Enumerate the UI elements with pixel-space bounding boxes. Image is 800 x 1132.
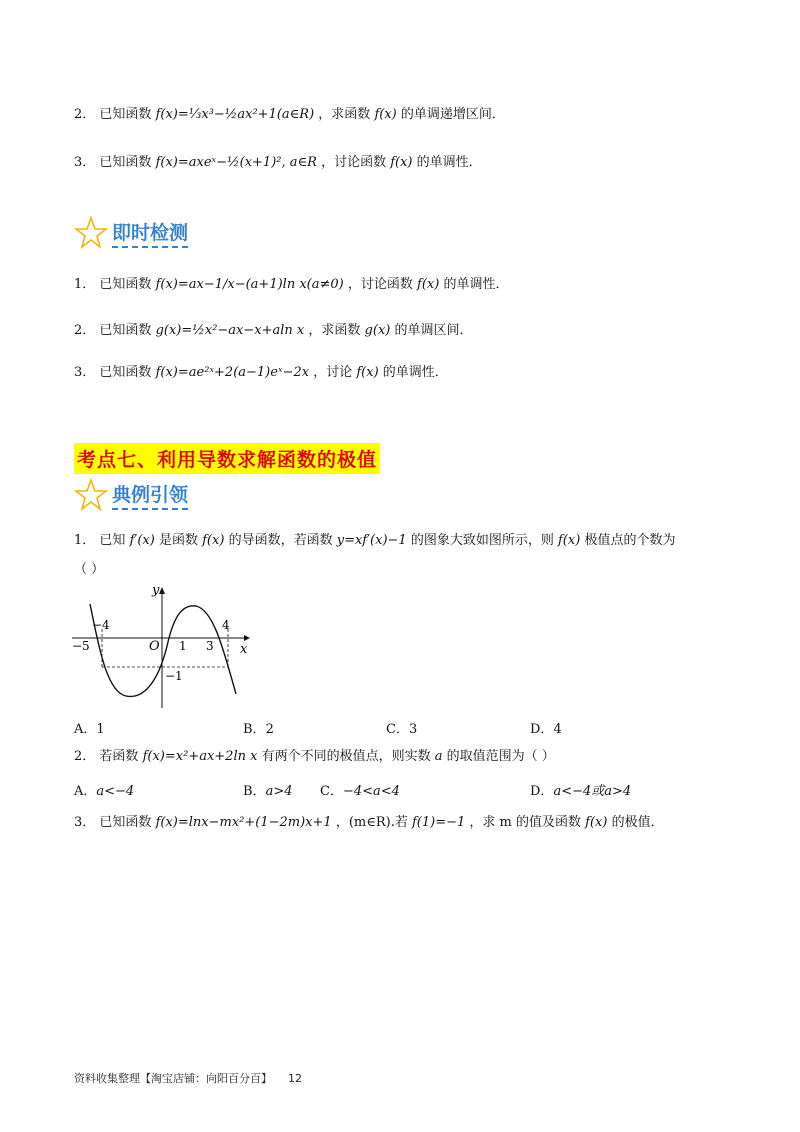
option-d[interactable] <box>530 718 562 737</box>
page-number: 12 <box>288 1072 302 1085</box>
question-text: 已知函数 <box>99 277 152 292</box>
page-footer <box>74 1070 302 1086</box>
option-text: 2 <box>265 722 274 737</box>
option-letter: A． <box>74 784 97 799</box>
option-letter: B． <box>243 784 266 799</box>
formula: f(x)=ax−1/x−(a+1)ln x(a≠0) <box>155 277 344 292</box>
curve <box>90 604 236 696</box>
question-text: 的极值． <box>611 815 664 830</box>
function-symbol: f(x) <box>417 277 440 292</box>
x-label: x <box>240 642 248 657</box>
option-c[interactable] <box>320 780 400 799</box>
y-label: y <box>152 583 160 598</box>
formula: f(x)=ae²ˣ+2(a−1)eˣ−2x <box>155 365 310 380</box>
question-text: 的导函数，若函数 <box>228 533 333 548</box>
section-heading-examples <box>74 478 188 512</box>
question-text: 的单调性． <box>416 155 482 170</box>
option-letter: B． <box>243 722 266 737</box>
option-d[interactable] <box>530 780 631 799</box>
test-question-1 <box>74 276 508 294</box>
y-axis-arrow <box>159 587 165 594</box>
question-number: 2． <box>74 749 96 764</box>
option-text: −4<a<4 <box>342 784 400 799</box>
option-letter: D． <box>530 784 554 799</box>
formula: f(x)=axeˣ−½(x+1)², a∈R <box>155 155 317 170</box>
function-symbol: f(x) <box>202 533 225 548</box>
question-text: ，求 m 的值及函数 <box>469 815 582 830</box>
section-title: 典例引领 <box>112 480 188 510</box>
question-number: 3． <box>74 815 96 830</box>
option-letter: A． <box>74 722 97 737</box>
question-text: 的图象大致如图所示，则 <box>410 533 554 548</box>
question-text: ，讨论函数 <box>321 155 387 170</box>
option-text: a>4 <box>265 784 293 799</box>
option-text: 4 <box>553 722 562 737</box>
question-text: ，讨论函数 <box>347 277 413 292</box>
option-text: 3 <box>408 722 418 737</box>
tick-label: 3 <box>206 639 214 653</box>
option-text: a<−4 <box>96 784 135 799</box>
x-axis-arrow <box>244 635 250 641</box>
example-question-1 <box>74 532 675 550</box>
question-number: 1． <box>74 277 96 292</box>
question-text: ，求函数 <box>318 107 371 122</box>
option-text: a<−4或a>4 <box>553 784 632 799</box>
option-b[interactable] <box>243 718 274 737</box>
variable: a <box>434 749 443 764</box>
tick-label: 4 <box>222 618 230 632</box>
question-text: 已知函数 <box>99 815 152 830</box>
option-c[interactable] <box>386 718 417 737</box>
formula: y=xf′(x)−1 <box>336 533 407 548</box>
function-symbol: f(x) <box>558 533 581 548</box>
question-text: 的单调递增区间． <box>400 107 505 122</box>
formula: f(x)=lnx−mx²+(1−2m)x+1 <box>155 815 332 830</box>
question-text: ，讨论 <box>313 365 353 380</box>
origin-label: O <box>149 639 160 654</box>
option-b[interactable] <box>243 780 292 799</box>
function-symbol: f(x) <box>585 815 608 830</box>
question-text: ，(m∈R).若 <box>335 815 408 830</box>
section-heading-instant-test <box>74 216 188 250</box>
question-text: 的单调性． <box>443 277 509 292</box>
star-icon <box>74 478 108 512</box>
topic-banner: 考点七、利用导数求解函数的极值 <box>74 443 380 474</box>
option-a[interactable] <box>74 780 134 799</box>
question-text: 已知函数 <box>99 155 152 170</box>
question-number: 1． <box>74 533 96 548</box>
option-text: 1 <box>96 722 105 737</box>
question-text: 有两个不同的极值点，则实数 <box>261 749 431 764</box>
formula: g(x)=½x²−ax−x+aln x <box>155 323 305 338</box>
condition: f(1)=−1 <box>411 815 466 830</box>
question-number: 2． <box>74 323 96 338</box>
tick-label: −1 <box>165 669 183 683</box>
question-number: 3． <box>74 365 96 380</box>
question-text: 的取值范围为（ ） <box>446 749 555 764</box>
formula: f(x)=⅓x³−½ax²+1(a∈R) <box>155 107 315 122</box>
option-a[interactable] <box>74 718 105 737</box>
question-2-monotone <box>74 106 505 124</box>
question-text: 极值点的个数为 <box>584 533 676 548</box>
function-graph <box>68 582 258 712</box>
question-text: ，求函数 <box>308 323 361 338</box>
question-number: 3． <box>74 155 96 170</box>
test-question-3 <box>74 364 448 382</box>
question-text: 的单调区间． <box>394 323 473 338</box>
question-3-monotone <box>74 154 482 172</box>
section-title: 即时检测 <box>112 218 188 248</box>
question-text: 是函数 <box>158 533 198 548</box>
tick-label: −4 <box>92 618 110 632</box>
question-text: 已知 <box>99 533 126 548</box>
option-letter: C． <box>320 784 343 799</box>
question-text: 若函数 <box>99 749 139 764</box>
star-icon <box>74 216 108 250</box>
function-symbol: f(x) <box>390 155 413 170</box>
option-letter: D． <box>530 722 554 737</box>
tick-label: 1 <box>179 639 187 653</box>
example-question-3 <box>74 814 664 832</box>
tick-label: −5 <box>72 639 90 653</box>
example-question-2 <box>74 748 555 766</box>
answer-paren: （ ） <box>74 562 105 577</box>
question-text: 的单调性． <box>382 365 448 380</box>
derivative-symbol: f′(x) <box>129 533 155 548</box>
question-text: 已知函数 <box>99 107 152 122</box>
option-letter: C． <box>386 722 409 737</box>
question-number: 2． <box>74 107 96 122</box>
test-question-2 <box>74 322 473 340</box>
footer-source: 资料收集整理【淘宝店铺：向阳百分百】 <box>74 1072 272 1085</box>
question-text: 已知函数 <box>99 323 152 338</box>
function-symbol: f(x) <box>356 365 379 380</box>
function-symbol: g(x) <box>364 323 391 338</box>
formula: f(x)=x²+ax+2ln x <box>142 749 258 764</box>
function-symbol: f(x) <box>374 107 397 122</box>
question-text: 已知函数 <box>99 365 152 380</box>
